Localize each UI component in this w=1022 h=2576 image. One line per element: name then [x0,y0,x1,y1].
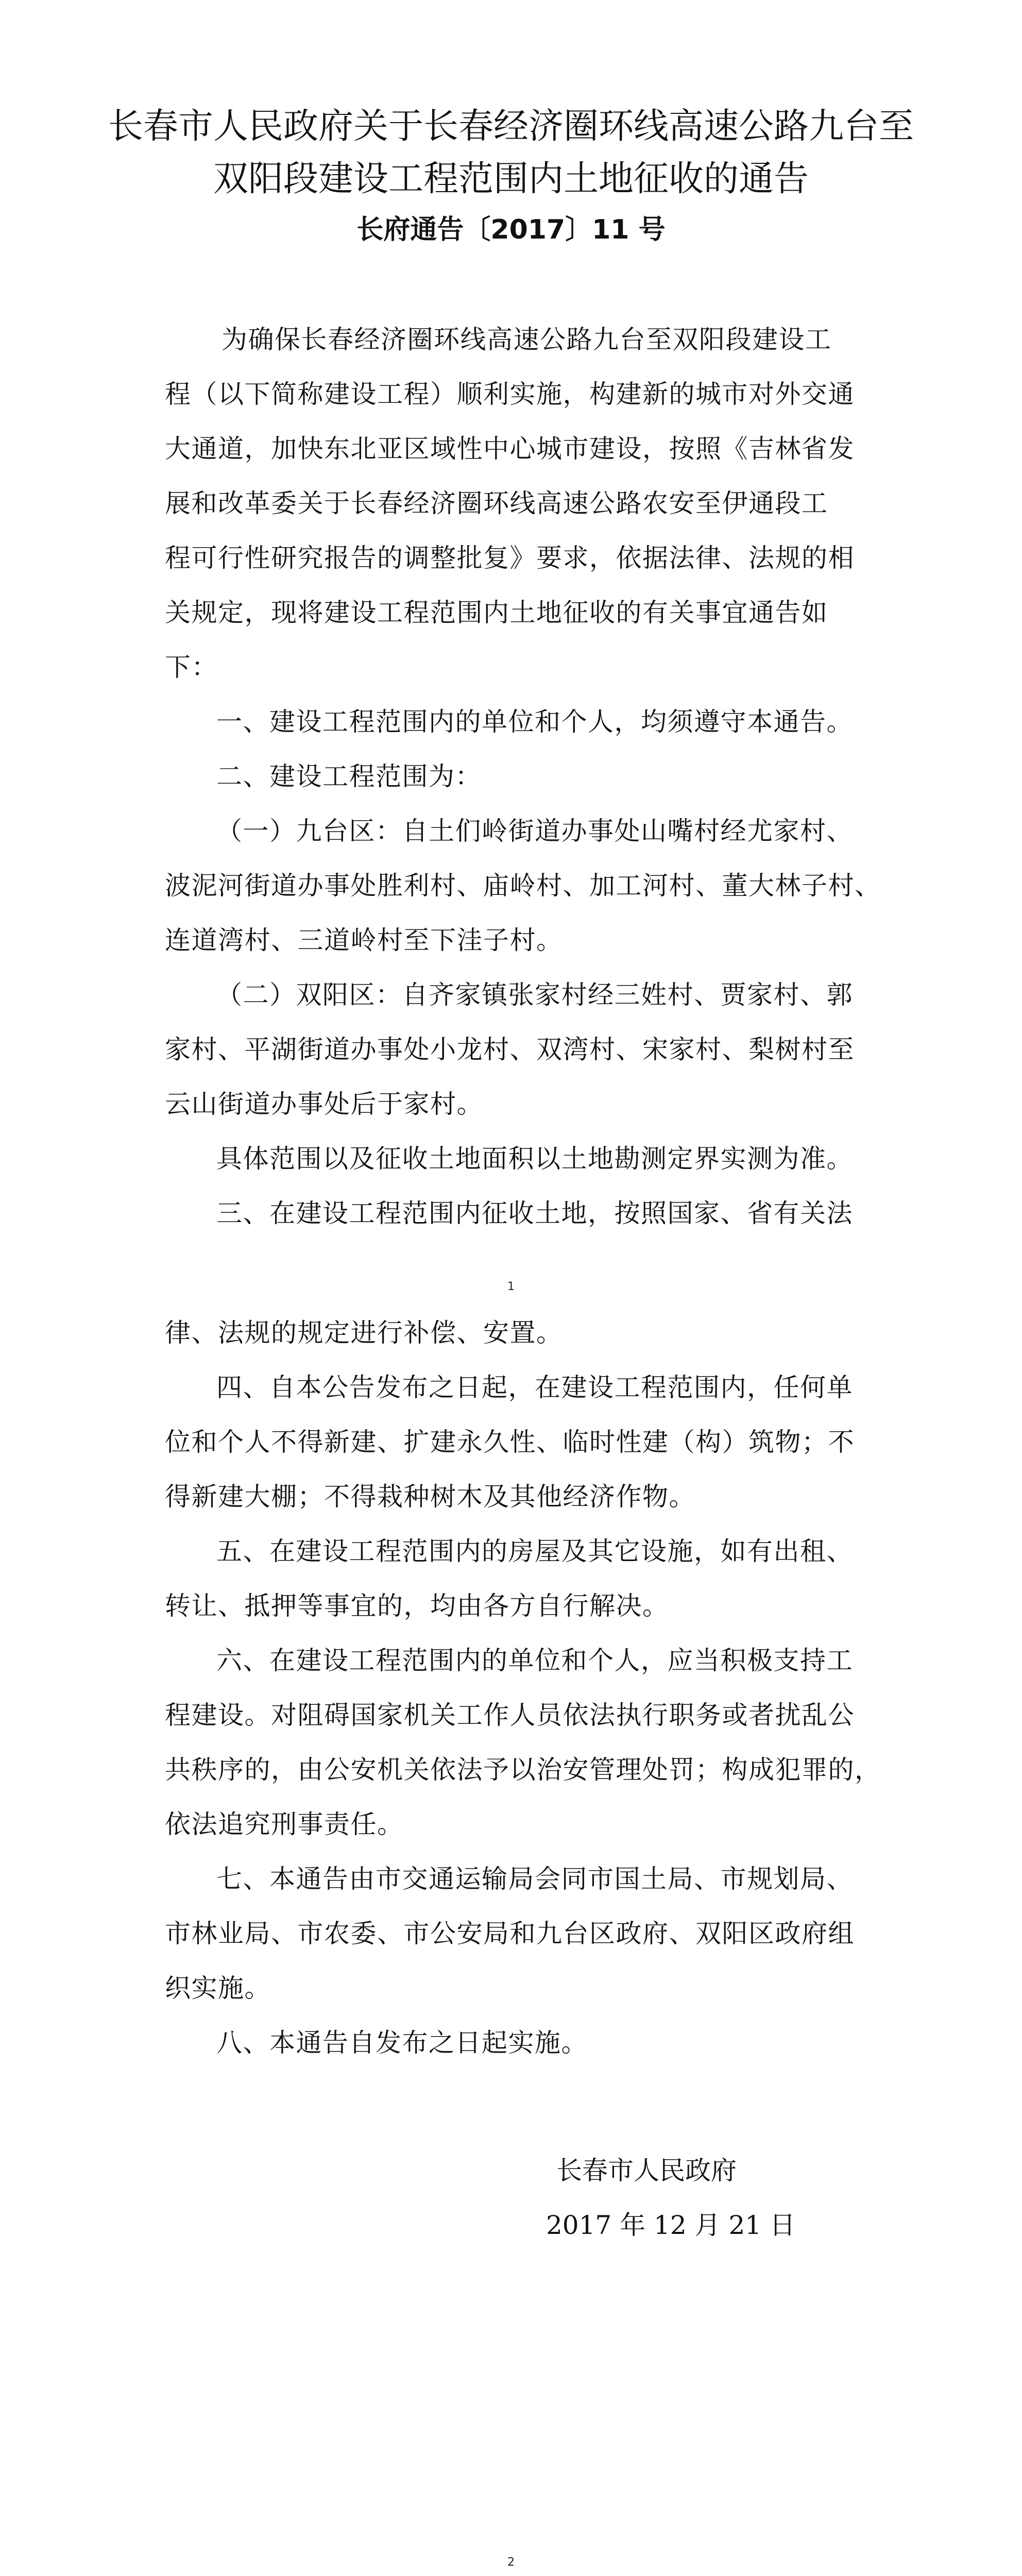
body-line: 六、在建设工程范围内的单位和个人，应当积极支持工 [216,1646,853,1675]
body-line: 程可行性研究报告的调整批复》要求，依据法律、法规的相 [165,543,855,573]
body-line: 位和个人不得新建、扩建永久性、临时性建（构）筑物；不 [165,1427,855,1457]
body-line: 依法追究刑事责任。 [165,1809,404,1839]
body-line: 共秩序的，由公安机关依法予以治安管理处罚；构成犯罪的， [165,1755,881,1785]
body-line: 连道湾村、三道岭村至下洼子村。 [165,925,563,955]
body-line: 得新建大棚；不得栽种树木及其他经济作物。 [165,1482,695,1512]
body-line: 织实施。 [165,1973,271,2003]
body-line: 市林业局、市农委、市公安局和九台区政府、双阳区政府组 [165,1919,855,1948]
body-line: （一）九台区：自土们岭街道办事处山嘴村经尤家村、 [216,816,853,846]
body-line: 展和改革委关于长春经济圈环线高速公路农安至伊通段工 [165,488,828,518]
body-line: 波泥河街道办事处胜利村、庙岭村、加工河村、董大林子村、 [165,871,881,901]
body-line: 程（以下简称建设工程）顺利实施，构建新的城市对外交通 [165,379,855,409]
body-line: 下： [165,652,218,682]
page-number: 2 [507,2556,515,2569]
body-line: 五、在建设工程范围内的房屋及其它设施，如有出租、 [216,1536,853,1566]
body-line: 关规定，现将建设工程范围内土地征收的有关事宜通告如 [165,598,828,628]
body-line: 三、在建设工程范围内征收土地，按照国家、省有关法 [216,1198,853,1228]
body-line: 程建设。对阻碍国家机关工作人员依法执行职务或者扰乱公 [165,1700,855,1730]
body-line: 具体范围以及征收土地面积以土地勘测定界实测为准。 [216,1144,853,1174]
body-line: 律、法规的规定进行补偿、安置。 [165,1318,563,1348]
body-line: 大通道，加快东北亚区域性中心城市建设，按照《吉林省发 [165,434,855,464]
body-line: 八、本通告自发布之日起实施。 [216,2028,588,2058]
document-title-line-1: 长春市人民政府关于长春经济圈环线高速公路九台至 [108,106,914,147]
body-line: 二、建设工程范围为： [216,761,482,791]
document-number: 长府通告〔2017〕11 号 [356,214,666,245]
body-line: 一、建设工程范围内的单位和个人，均须遵守本通告。 [216,707,853,737]
body-line: 家村、平湖街道办事处小龙村、双湾村、宋家村、梨树村至 [165,1035,855,1064]
issuer-signature: 长春市人民政府 [556,2156,737,2185]
body-line: 转让、抵押等事宜的，均由各方自行解决。 [165,1591,669,1621]
document-title-line-2: 双阳段建设工程范围内土地征收的通告 [213,159,809,199]
issue-date: 2017 年 12 月 21 日 [546,2210,795,2240]
body-line: 云山街道办事处后于家村。 [165,1089,483,1119]
body-line: 为确保长春经济圈环线高速公路九台至双阳段建设工 [222,325,832,354]
page-number: 1 [507,1280,515,1293]
body-line: 七、本通告由市交通运输局会同市国土局、市规划局、 [216,1864,853,1894]
body-line: 四、自本公告发布之日起，在建设工程范围内，任何单 [216,1372,853,1402]
body-line: （二）双阳区：自齐家镇张家村经三姓村、贾家村、郭 [216,980,853,1010]
